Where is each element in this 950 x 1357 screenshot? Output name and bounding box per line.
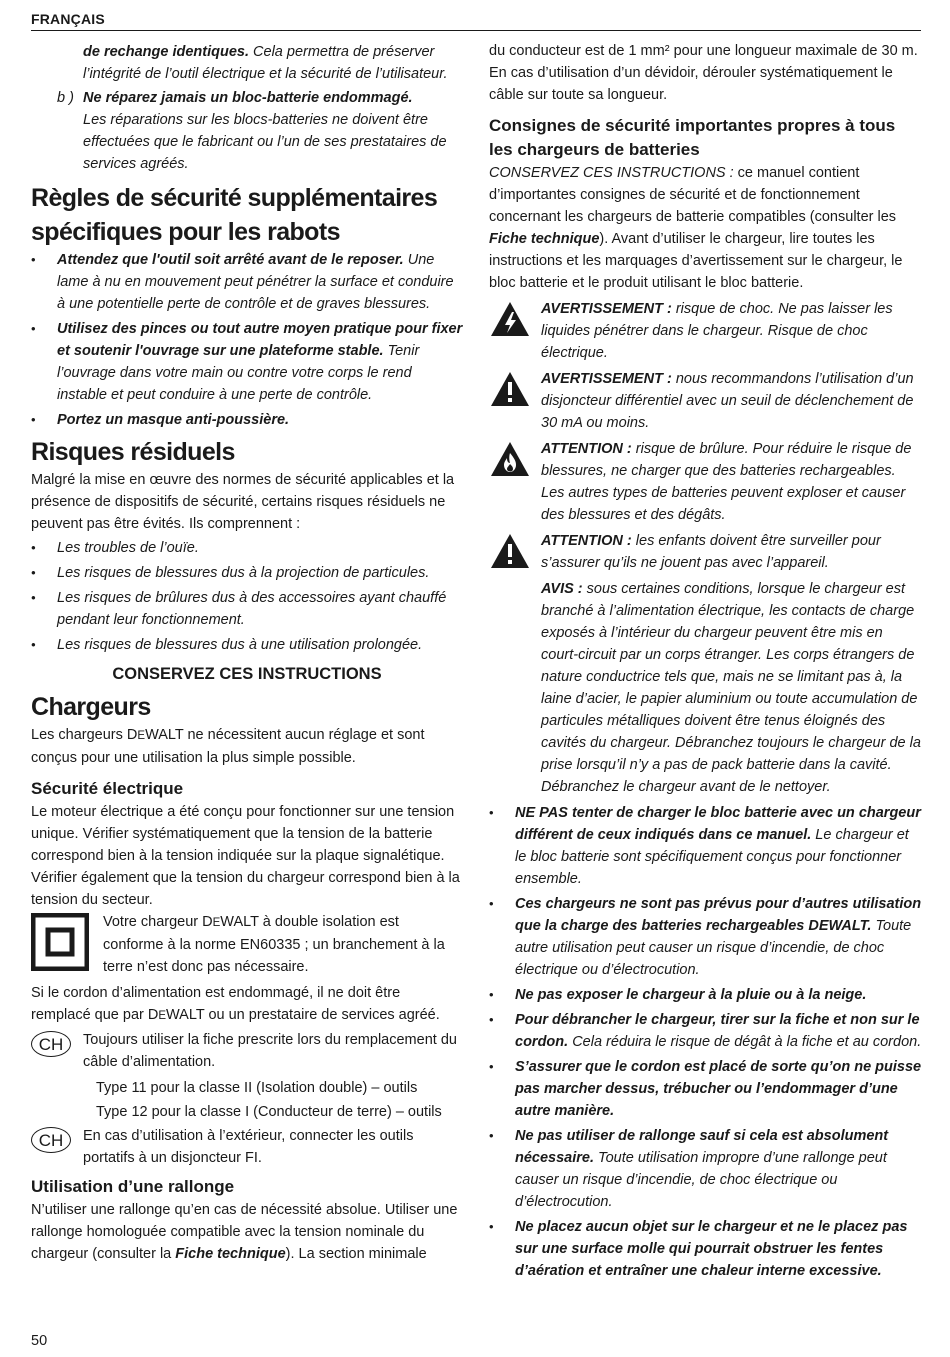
rabots-list (31, 249, 463, 431)
ch-note-2: CH En cas d’utilisation à l’extérieur, connecter les outils portatifs à un disjoncteur FI. (31, 1125, 463, 1169)
list-label: b ) (57, 90, 74, 106)
section-title-consignes: Consignes de sécurité importantes propres à tous les chargeurs de batteries (489, 116, 896, 159)
electric-shock-icon (489, 300, 531, 338)
fire-icon (489, 440, 531, 478)
list-item: • Utilisez des pinces ou tout autre moyen pratique pour fixer et soutenir l'ouvrage sur une plateforme stable. Tenir l’ouvrage dans votre main ou contre votre corps le rend instable et peut conduire à une perte de contrôle. (31, 318, 463, 406)
section-title-chargeurs: Chargeurs (31, 693, 151, 721)
section-title-rabots: Règles de sécurité supplémentaires spécifiques pour les rabots (31, 184, 438, 246)
exclamation-icon (489, 532, 531, 570)
list-item: • Les risques de blessures dus à la projection de particules. (31, 562, 463, 584)
warning-brulure: ATTENTION : risque de brûlure. Pour réduire le risque de blessures, ne charger que des batteries rechargeables. Les autres types de batteries peuvent exploser et causer des blessures et des dégâts. (489, 438, 922, 526)
warning-shock: AVERTISSEMENT : risque de choc. Ne pas laisser les liquides pénétrer dans le chargeur. Risque de choc électrique. (489, 298, 922, 364)
section-title-rallonge: Utilisation d’une rallonge (31, 1177, 235, 1196)
list-item: • Ne pas utiliser de rallonge sauf si cela est absolument nécessaire. Toute utilisation impropre d’une rallonge peut causer un risque d’incendie, de choc électrique ou d’électrocution. (489, 1125, 922, 1213)
ch-badge: CH (31, 1031, 71, 1057)
left-column (31, 40, 463, 1265)
double-isolation-row: Votre chargeur DEWALT à double isolation est conforme à la norme EN60335 ; un branchement à la terre n’est donc pas nécessaire. (31, 911, 463, 978)
list-item: • Les risques de brûlures dus à des accessoires ayant chauffé pendant leur fonctionnement. (31, 587, 463, 631)
list-item: • Pour débrancher le chargeur, tirer sur la fiche et non sur le cordon. Cela réduira le risque de dégât à la fiche et au cordon. (489, 1009, 922, 1053)
type-11-line: Type 11 pour la classe II (Isolation double) – outils (96, 1080, 418, 1096)
exclamation-icon (489, 370, 531, 408)
continuation-paragraph: de rechange identiques. Cela permettra de préserver l’intégrité de l’outil électrique et la sécurité de l’utilisateur. (83, 44, 448, 82)
double-insulation-icon (31, 913, 89, 971)
ch-note-1: CH Toujours utiliser la fiche prescrite lors du remplacement du câble d’alimentation. (31, 1029, 463, 1073)
right-column (489, 40, 922, 1285)
list-item: • Ces chargeurs ne sont pas prévus pour d’autres utilisation que la charge des batteries rechargeables DEWALT. Toute autre utilisation peut causer un risque d’incendie, de choc électrique ou d’électrocution. (489, 893, 922, 981)
type-12-line: Type 12 pour la classe I (Conducteur de terre) – outils (96, 1104, 442, 1120)
list-item-b: b ) Ne réparez jamais un bloc-batterie endommagé. Les réparations sur les blocs-batteries ne doivent être effectuées que le fabricant ou l’un de ses prestataires de services agréés. (57, 87, 463, 175)
devidoir-paragraph: En cas d’utilisation d’un dévidoir, dérouler systématiquement le câble sur toute sa longueur. (489, 65, 893, 103)
rallonge-paragraph: N’utiliser une rallonge qu’en cas de nécessité absolue. Utiliser une rallonge homologuée compatible avec la tension nominale du chargeur (consulter la Fiche technique). La section minimale (31, 1202, 458, 1262)
list-item: • Portez un masque anti-poussière. (31, 409, 463, 431)
charger-rules-list (489, 802, 922, 1282)
section-title-securite-electrique: Sécurité électrique (31, 779, 184, 798)
list-item: • Les troubles de l’ouïe. (31, 537, 463, 559)
list-item: • Attendez que l'outil soit arrêté avant de le reposer. Une lame à nu en mouvement peut pénétrer la surface et conduire à une potentielle perte de contrôle et de graves blessures. (31, 249, 463, 315)
list-item: • Ne pas exposer le chargeur à la pluie ou à la neige. (489, 984, 922, 1006)
avis-note: AVIS : sous certaines conditions, lorsque le chargeur est branché à l’alimentation électrique, les contacts de charge exposés à l’intérieur du chargeur peuvent être mis en court-circuit par un corps étranger. Les corps étrangers de nature conductrice tels que, mais ne se limitant pas à, la laine d’acier, le papier aluminium ou toute accumulation de particules métalliques doivent être tenus éloignés des cavités du chargeur. Débranchez toujours le chargeur de la prise lorsqu’il n’y a pas de pack batterie dans la cavité. Débranchez le chargeur avant de le nettoyer. (541, 581, 921, 795)
list-item: • NE PAS tenter de charger le bloc batterie avec un chargeur différent de ceux indiqués dans ce manuel. Le chargeur et le bloc batterie sont spécifiquement conçus pour fonctionner ensemble. (489, 802, 922, 890)
list-item: • Ne placez aucun objet sur le chargeur et ne le placez pas sur une surface molle qui pourrait obstruer les fentes d’aération et entraîner une chaleur interne excessive. (489, 1216, 922, 1282)
continuation-paragraph: du conducteur est de 1 mm² pour une longueur maximale de 30 m. (489, 43, 918, 59)
risques-intro: Malgré la mise en œuvre des normes de sécurité applicables et la présence de dispositifs de sécurité, certains risques résiduels ne peuvent pas être évités. Ils comprennent : (31, 472, 455, 532)
securite-paragraph: Le moteur électrique a été conçu pour fonctionner sur une tension unique. Vérifier systématiquement que la tension de la batterie correspond bien à la tension indiquée sur la plaque signalétique. Vérifier également que la tension du chargeur correspond bien à la tension du secteur. (31, 804, 460, 908)
conserve-heading: CONSERVEZ CES INSTRUCTIONS (112, 665, 382, 683)
cordon-paragraph: Si le cordon d’alimentation est endommagé, il ne doit être remplacé que par DEWALT ou un prestataire de services agréé. (31, 985, 440, 1023)
ch-badge: CH (31, 1127, 71, 1153)
consignes-intro: CONSERVEZ CES INSTRUCTIONS : ce manuel contient d’importantes consignes de sécurité et de fonctionnement concernant les chargeurs de batterie compatibles (consulter les Fiche technique). Avant d’utiliser le chargeur, lire toutes les instructions et les marquages d’avertissement sur le chargeur, le bloc batterie et le produit utilisant le bloc batterie. (489, 165, 903, 291)
header-divider (31, 30, 921, 31)
warning-enfants: ATTENTION : les enfants doivent être surveiller pour s’assurer qu’ils ne jouent pas avec l’appareil. (489, 530, 922, 574)
header-language: FRANÇAIS (31, 11, 105, 27)
warning-disjoncteur: AVERTISSEMENT : nous recommandons l’utilisation d’un disjoncteur différentiel avec un seuil de déclenchement de 30 mA ou moins. (489, 368, 922, 434)
section-title-risques: Risques résiduels (31, 438, 235, 466)
list-item: • S’assurer que le cordon est placé de sorte qu’on ne puisse pas marcher dessus, trébucher ou l’endommager d’une autre manière. (489, 1056, 922, 1122)
risques-list (31, 537, 463, 656)
chargeurs-intro: Les chargeurs DEWALT ne nécessitent aucun réglage et sont conçus pour une utilisation la plus simple possible. (31, 727, 425, 766)
page-number: 50 (31, 1333, 48, 1349)
list-item: • Les risques de blessures dus à une utilisation prolongée. (31, 634, 463, 656)
